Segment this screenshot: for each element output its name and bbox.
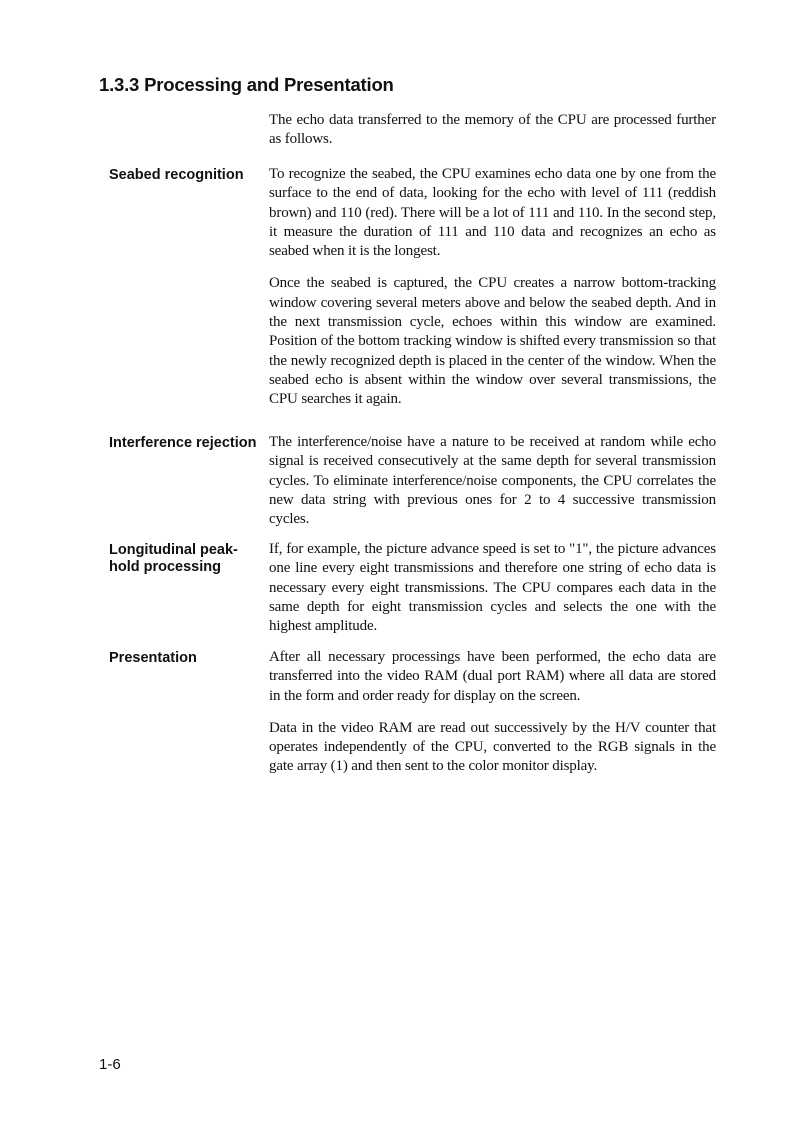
section-heading: 1.3.3 Processing and Presentation <box>99 74 394 95</box>
paragraph: The interference/noise have a nature to be received at random while echo signal is received consecutively at the same depth for several transmission cycles. To eliminate interference/noise components, the CPU correlates the new data string with previous ones for 2 to 4 successive transmission cycles. <box>269 434 716 528</box>
section-body <box>269 540 716 649</box>
side-label-seabed-recognition: Seabed recognition <box>109 167 244 183</box>
intro-paragraph: The echo data transferred to the memory of the CPU are processed further as follows. <box>269 112 716 148</box>
section-body <box>269 433 716 542</box>
paragraph: If, for example, the picture advance speed is set to "1", the picture advances one line every eight transmissions and therefore one string of echo data is necessary every eight transmissions. The CPU compares each data in the same depth for eight transmission cycles and selects the one with the highest amplitude. <box>269 541 716 635</box>
side-label-longitudinal-peak-hold: Longitudinal peak-hold processing <box>109 542 238 575</box>
side-label-presentation: Presentation <box>109 650 197 666</box>
paragraph: After all necessary processings have been performed, the echo data are transferred into the video RAM (dual port RAM) where all data are stored in the form and order ready for display on the screen. <box>269 649 716 704</box>
section-body <box>269 648 716 790</box>
section-body <box>269 165 716 423</box>
paragraph: Once the seabed is captured, the CPU creates a narrow bottom-tracking window covering several meters above and below the seabed depth. And in the next transmission cycle, echoes within this window are examined. Position of the bottom tracking window is shifted every transmission so that the newly recognized depth is placed in the center of the window. When the seabed echo is absent within the window over several transmissions, the CPU searches it again. <box>269 275 716 408</box>
paragraph: Data in the video RAM are read out successively by the H/V counter that operates independently of the CPU, converted to the RGB signals in the gate array (1) and then sent to the color monitor display. <box>269 719 716 775</box>
paragraph: To recognize the seabed, the CPU examines echo data one by one from the surface to the end of data, looking for the echo with level of 111 (reddish brown) and 110 (red). There will be a lot of 111 and 110. In the second step, it measure the duration of 111 and 110 data and recognizes an echo as seabed when it is the longest. <box>269 166 716 260</box>
side-label-interference-rejection: Interference rejection <box>109 435 257 451</box>
page-number: 1-6 <box>99 1056 121 1073</box>
